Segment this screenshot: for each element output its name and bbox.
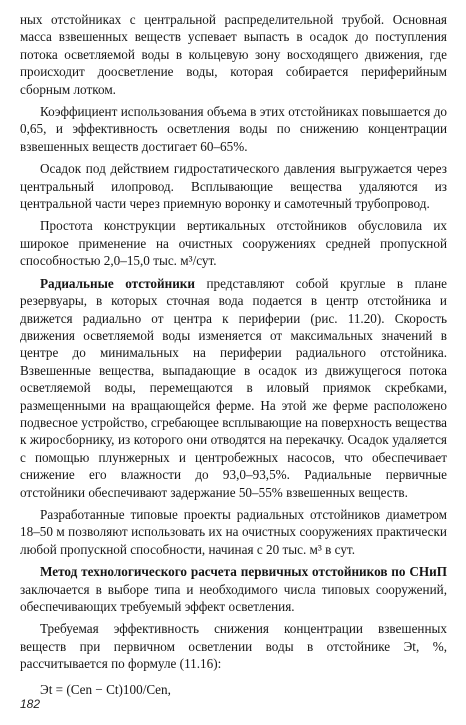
paragraph-1-text: ных отстойниках с центральной распределительной трубой. Основная масса взвешенных веществ успевает выпасть в осадок до поступления потока осветляемой воды в кольцевую зону восходящего движения, где происходит доосветление воды, которая собирается периферийным сборным лотком.: [20, 12, 447, 97]
page-body: [20, 11, 447, 699]
paragraph-5-bold-lead: Радиальные отстойники: [40, 275, 196, 291]
paragraph-8-text: Требуемая эффективность снижения концентрации взвешенных веществ при первичном осветлении воды в отстойнике Эt, %, рассчитывается по формуле (11.16):: [20, 621, 447, 672]
paragraph-7: [20, 563, 447, 615]
page-number: 182: [20, 697, 41, 711]
formula-11-16: Эt = (Cen − Ct)100/Cen,: [40, 681, 171, 697]
paragraph-4-text: Простота конструкции вертикальных отстойников обусловила их широкое применение на очистных сооружениях средней пропускной способностью 2,0–15,0 тыс. м³/сут.: [20, 218, 447, 269]
paragraph-2-text: Коэффициент использования объема в этих отстойниках повышается до 0,65, и эффективность осветления воды по снижению концентрации взвешенных веществ достигает 60–65%.: [20, 104, 447, 154]
paragraph-6: [20, 506, 447, 558]
paragraph-4: [20, 217, 447, 269]
paragraph-8: [20, 620, 447, 672]
paragraph-7-bold-lead: Метод технологического расчета первичных отстойников по СНиП: [40, 564, 447, 580]
paragraph-1: [20, 11, 447, 98]
paragraph-2: [20, 103, 447, 155]
paragraph-6-text: Разработанные типовые проекты радиальных отстойников диаметром 18–50 м позволяют использовать их на очистных сооружениях практически любой пропускной способности, начиная с 20 тыс. м³ в сут.: [20, 506, 447, 557]
paragraph-3: [20, 160, 447, 212]
paragraph-5: [20, 275, 447, 501]
paragraph-3-text: Осадок под действием гидростатического давления выгружается через центральный илопровод. Всплывающие вещества удаляются из центральной части через приемную воронку и самотечный трубопровод.: [20, 161, 447, 212]
paragraph-5-text: представляют собой круглые в плане резервуары, в которых сточная вода подается в центр отстойника и движется радиально от центра к периферии (рис. 11.20). Скорость движения осветляемой воды изменяется от максимальных значений в центре до минимальных на периферии радиального отстойника. Взвешенные вещества, выпадающие в осадок из движущегося потока осветляемой воды, перемещаются в иловый приямок скребками, размещенными на вращающейся ферме. На этой же ферме расположено подвесное устройство, сгребающее всплывающие на поверхность вещества к жиросборнику, из которого они отводятся на перекачку. Осадок удаляется с помощью плунжерных и центробежных насосов, что обеспечивает снижение его влажности до 93,0–93,5%. Радиальные первичные отстойники обеспечивают задержание 50–55% взвешенных веществ.: [20, 275, 447, 500]
paragraph-7-text: заключается в выборе типа и необходимого числа типовых сооружений, обеспечивающих требуемый эффект осветления.: [20, 581, 447, 614]
